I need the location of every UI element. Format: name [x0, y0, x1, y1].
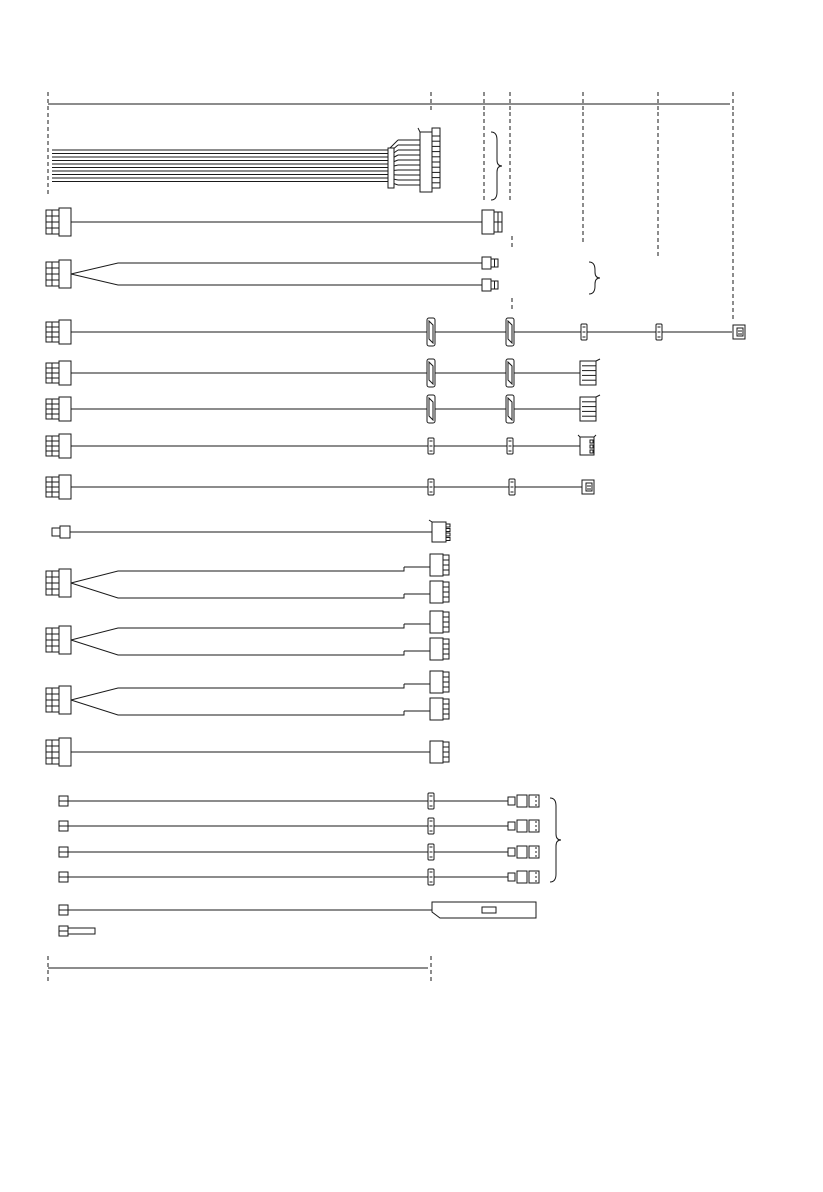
pcie-end-connector: [430, 741, 449, 763]
sata-end-latch: [596, 359, 600, 361]
fan-housing-b: [529, 795, 539, 807]
psu-connector-small: [59, 847, 68, 857]
jumper-plug: [68, 928, 95, 934]
psu-connector-housing: [59, 475, 71, 499]
fan-hub-end-connector: [429, 520, 450, 542]
cable-pcie-1: [46, 554, 449, 603]
cable-wire-upper: [71, 263, 482, 274]
psu-connector-6-pin: [46, 320, 71, 344]
fan-3pin-end-connector: [508, 871, 539, 883]
fan-plug: [508, 797, 515, 805]
psu-connector-small: [59, 872, 68, 882]
cable-eps-4+4pin: [46, 257, 498, 291]
psu-connector-housing: [59, 569, 71, 597]
sata-inline-connector: [506, 395, 514, 423]
molex-inline-connector: [656, 324, 662, 340]
sata-inline-connector: [427, 359, 435, 387]
psu-connector-housing: [59, 260, 71, 288]
cpu4-housing: [482, 257, 491, 269]
psu-connector-6-pin: [46, 434, 71, 458]
molex-inline-connector: [509, 479, 515, 495]
molex-inline-connector: [428, 793, 434, 809]
cable-wire-upper: [71, 567, 404, 583]
fan-housing-a: [517, 795, 527, 807]
brace-eps-split: [589, 262, 600, 294]
psu-connector-small: [59, 905, 68, 915]
sata-end-latch: [596, 395, 600, 397]
psu-connector-8-pin: [46, 626, 71, 654]
fan-housing-b: [529, 846, 539, 858]
brace-atx: [491, 132, 502, 200]
psu-connector-8-pin: [46, 569, 71, 597]
fdd-face: [586, 483, 592, 491]
cable-pcie-2: [46, 611, 449, 660]
fan-housing-a: [517, 871, 527, 883]
cable-eps-8pin: [46, 208, 502, 236]
fdd-end-connector: [733, 325, 745, 339]
psu-connector-housing: [59, 434, 71, 458]
atx-sleeve-end: [388, 148, 394, 188]
psu-connector-8-pin: [46, 738, 71, 766]
atx-connector-housing: [420, 132, 432, 192]
cable-wire-lower: [71, 700, 404, 715]
psu-connector-2-pin: [52, 526, 70, 538]
sata-end-connector: [580, 359, 600, 385]
cable-wire-lower: [71, 274, 482, 285]
psu-connector-8-pin: [46, 208, 71, 236]
sata-end-housing: [580, 361, 596, 385]
psu-connector-small: [59, 926, 68, 936]
fdd-face: [737, 328, 743, 336]
psu-connector-housing: [59, 320, 71, 344]
cable-wire-lower: [71, 640, 404, 655]
molex-inline-connector: [428, 869, 434, 885]
atx-4pin-clip: [432, 128, 440, 136]
pcie-end-connector: [430, 698, 449, 720]
cpu-housing: [482, 210, 494, 234]
pcie-end-connector: [430, 611, 449, 633]
cable-atx-24pin: [52, 128, 440, 192]
sata-inline-connector: [506, 318, 514, 346]
psu-connector-8-pin: [46, 260, 71, 288]
pcie-end-connector: [430, 581, 449, 603]
fan-hub-housing: [432, 522, 446, 542]
cable-fan-cable-2: [59, 818, 539, 834]
fan-housing-a: [517, 846, 527, 858]
dimension-lines: [48, 92, 733, 984]
molex-end-pin: [590, 450, 593, 453]
fan-hub-tab: [429, 520, 432, 522]
brace-fan-cables: [550, 798, 561, 882]
cable-group: [46, 128, 745, 936]
slot-bracket-port: [482, 907, 496, 913]
cpu-end-connector: [482, 210, 502, 234]
cable-sata-molex-chain: [46, 318, 745, 346]
psu-connector-small: [59, 796, 68, 806]
cable-slot-bracket-cable: [59, 902, 536, 918]
sata-housing: [506, 318, 514, 346]
psu-connector-6-pin: [46, 397, 71, 421]
cable-sata-chain-1: [46, 359, 600, 387]
molex-end-pin: [590, 440, 593, 443]
psu-pin-block: [52, 528, 60, 536]
molex-end-pin: [590, 445, 593, 448]
fan-hub-pin: [446, 533, 450, 536]
fan-plug: [508, 822, 515, 830]
molex-inline-connector: [428, 438, 434, 454]
fan-3pin-end-connector: [508, 820, 539, 832]
cable-wire-lower: [71, 583, 404, 598]
sata-housing: [427, 395, 435, 423]
sata-inline-connector: [506, 359, 514, 387]
pcie-end-connector: [430, 554, 449, 576]
pcie-6pin-housing: [430, 698, 443, 720]
sata-inline-connector: [427, 395, 435, 423]
cable-wire-upper: [71, 684, 404, 700]
fan-hub-pin: [446, 524, 450, 527]
molex-end-corner: [578, 435, 580, 437]
psu-connector-6-pin: [46, 361, 71, 385]
pcie-6pin-housing: [430, 611, 443, 633]
fan-plug: [508, 873, 515, 881]
sata-housing: [427, 359, 435, 387]
cable-wire-upper: [71, 624, 404, 640]
cable-molex-chain-1: [46, 434, 596, 458]
pcie-end-connector: [430, 671, 449, 693]
atx-latch: [418, 128, 420, 132]
psu-connector-small: [59, 821, 68, 831]
cable-pcie-4: [46, 738, 449, 766]
pcie-6pin-housing: [430, 671, 443, 693]
molex-inline-connector: [428, 844, 434, 860]
sata-housing: [427, 318, 435, 346]
psu-connector-housing: [60, 526, 70, 538]
sata-housing: [506, 395, 514, 423]
cpu-4pin-end-connector: [482, 257, 498, 269]
fan-plug: [508, 848, 515, 856]
psu-connector-housing: [59, 361, 71, 385]
molex-end-connector: [578, 435, 596, 455]
cable-fan-cable-1: [59, 793, 539, 809]
psu-connector-housing: [59, 208, 71, 236]
cable-fan-hub: [52, 520, 450, 542]
cable-fan-cable-4: [59, 869, 539, 885]
sata-housing: [506, 359, 514, 387]
cable-molex-chain-2: [46, 475, 594, 499]
fdd-end-connector: [582, 480, 594, 494]
cable-sata-chain-2: [46, 395, 600, 423]
cpu4-housing: [482, 279, 491, 291]
psu-connector-6-pin: [46, 475, 71, 499]
sata-inline-connector: [427, 318, 435, 346]
molex-inline-connector: [428, 479, 434, 495]
fan-3pin-end-connector: [508, 846, 539, 858]
molex-inline-connector: [428, 818, 434, 834]
cpu-4pin-end-connector: [482, 279, 498, 291]
molex-inline-connector: [507, 438, 513, 454]
cable-jumper: [59, 926, 95, 936]
psu-connector-housing: [59, 397, 71, 421]
pcie-6pin-housing: [430, 638, 443, 660]
fan-housing-a: [517, 820, 527, 832]
molex-end-corner: [594, 435, 596, 437]
psu-connector-housing: [59, 626, 71, 654]
cable-fan-cable-3: [59, 844, 539, 860]
pcie-6pin-housing: [430, 554, 443, 576]
fan-3pin-end-connector: [508, 795, 539, 807]
pcie-6pin-housing: [430, 741, 443, 763]
sata-end-connector: [580, 395, 600, 421]
fan-hub-pin: [446, 538, 450, 541]
pcie-6pin-housing: [430, 581, 443, 603]
fan-hub-pin: [446, 529, 450, 532]
psu-connector-housing: [59, 738, 71, 766]
cable-pcie-3: [46, 671, 449, 720]
fan-housing-b: [529, 871, 539, 883]
fan-housing-b: [529, 820, 539, 832]
pcie-end-connector: [430, 638, 449, 660]
molex-inline-connector: [581, 324, 587, 340]
sata-end-housing: [580, 397, 596, 421]
psu-connector-8-pin: [46, 686, 71, 714]
psu-connector-housing: [59, 686, 71, 714]
